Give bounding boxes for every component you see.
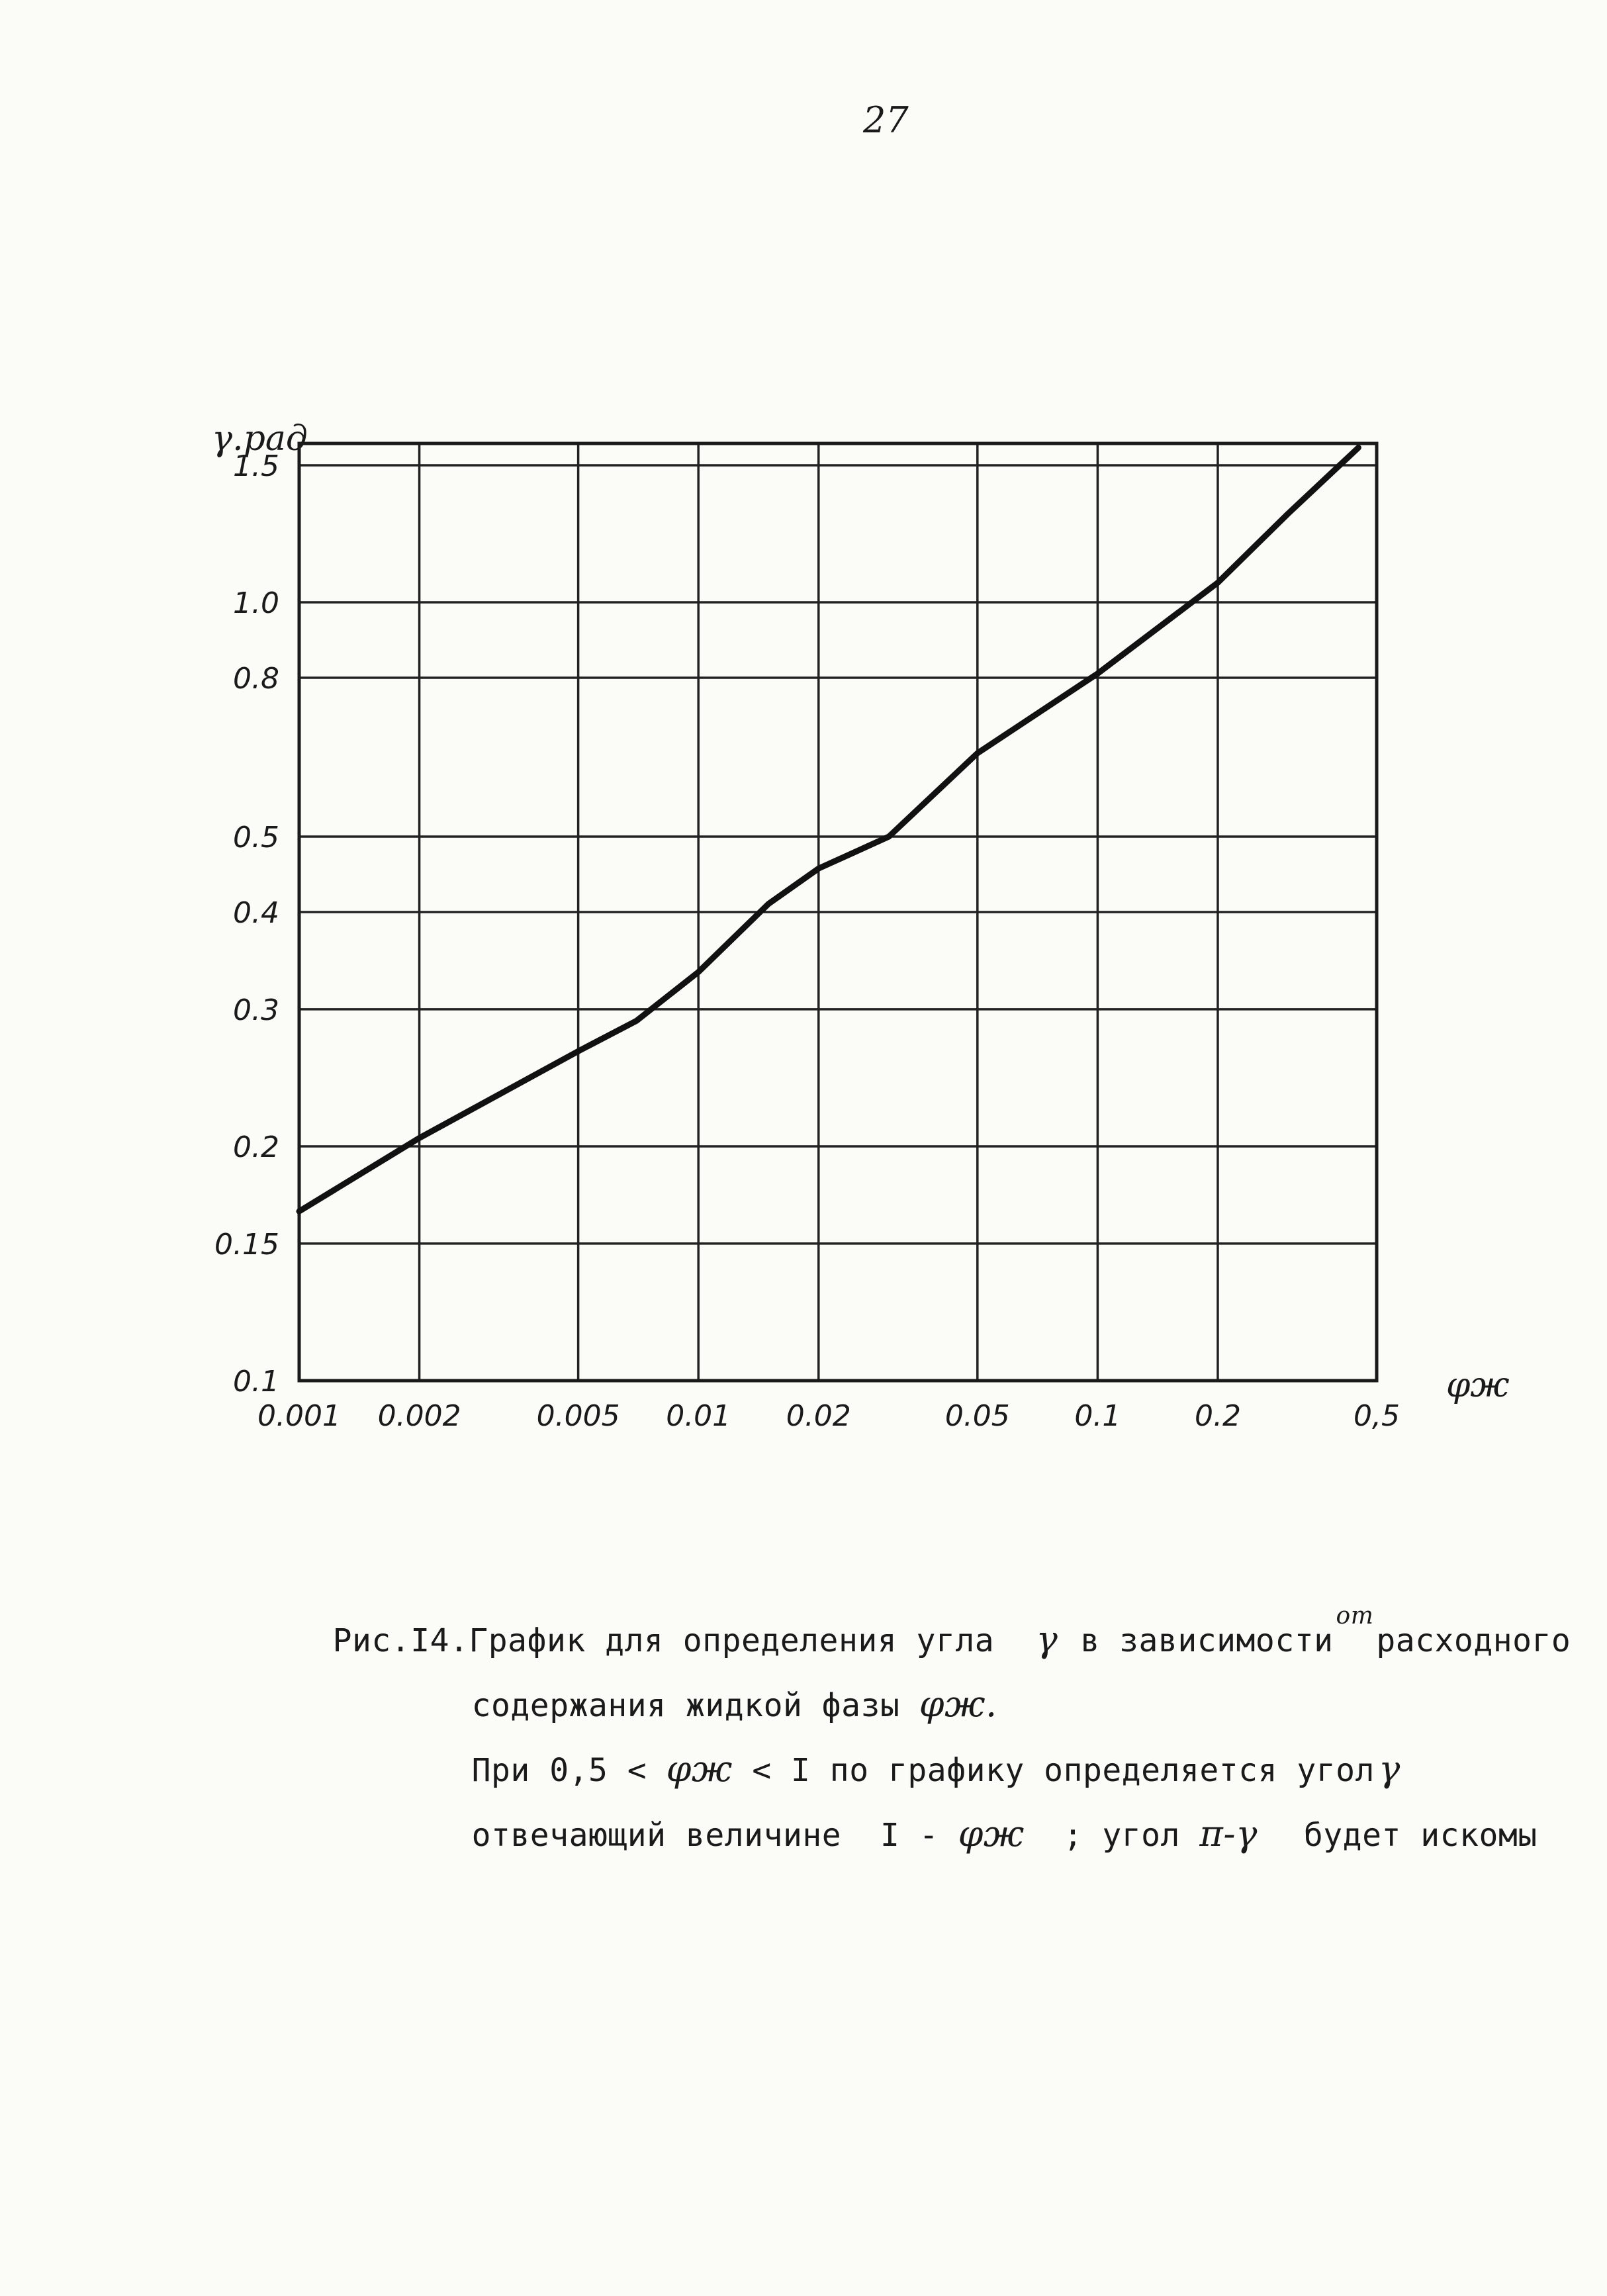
caption-line-3-prefix: При 0,5 < [471, 1752, 647, 1789]
y-tick-label: 0.4 [233, 896, 279, 930]
pi-minus-gamma: π-γ [1199, 1813, 1258, 1855]
x-tick-label: 0.002 [377, 1399, 461, 1433]
caption-line-4 [394, 1737, 1538, 1933]
x-tick-label: 0.01 [666, 1399, 731, 1433]
y-tick-labels [214, 449, 279, 1399]
x-axis-label: φж [1446, 1365, 1510, 1405]
phi-symbol: φж. [919, 1683, 997, 1725]
x-tick-label: 0.2 [1194, 1399, 1241, 1433]
y-tick-label: 1.5 [233, 449, 279, 483]
caption-line-1-suffix: расходного [1376, 1622, 1571, 1659]
page-number: 27 [863, 99, 909, 141]
x-tick-label: 0,5 [1354, 1399, 1400, 1433]
caption-line-4-mid: ; угол [1063, 1817, 1180, 1854]
gamma-symbol: γ [1036, 1618, 1058, 1660]
gamma-symbol: γ [1378, 1748, 1400, 1790]
caption-line-3-mid: < I по графику определяется угол [752, 1752, 1375, 1789]
y-tick-label: 0.3 [233, 993, 279, 1027]
x-tick-label: 0.001 [257, 1399, 341, 1433]
caption-insert: от [1336, 1602, 1374, 1630]
caption-line-1-mid: в зависимости [1080, 1622, 1334, 1659]
y-tick-label: 0.2 [233, 1130, 279, 1164]
caption-line-2-prefix: содержания жидкой фазы [471, 1687, 900, 1724]
x-tick-label: 0.005 [536, 1399, 620, 1433]
caption-line-1-prefix: Рис.I4.График для определения угла [332, 1622, 995, 1659]
y-tick-label: 1.0 [233, 586, 279, 621]
x-tick-labels [257, 1399, 1400, 1433]
series-line [299, 447, 1358, 1211]
caption-line-4-suffix: будет искомы [1303, 1817, 1538, 1854]
phi-symbol: φж [666, 1748, 733, 1790]
x-tick-label: 0.1 [1074, 1399, 1121, 1433]
y-tick-label: 0.8 [233, 662, 279, 696]
y-axis-label: γ.рад [212, 419, 308, 459]
y-tick-label: 0.15 [214, 1227, 279, 1262]
x-tick-label: 0.05 [944, 1399, 1010, 1433]
phi-symbol: φж [958, 1813, 1025, 1855]
caption-line-4-prefix: отвечающий величине I - [471, 1817, 939, 1854]
y-tick-label: 0.1 [233, 1365, 279, 1399]
y-tick-label: 0.5 [233, 821, 279, 855]
x-tick-label: 0.02 [786, 1399, 851, 1433]
